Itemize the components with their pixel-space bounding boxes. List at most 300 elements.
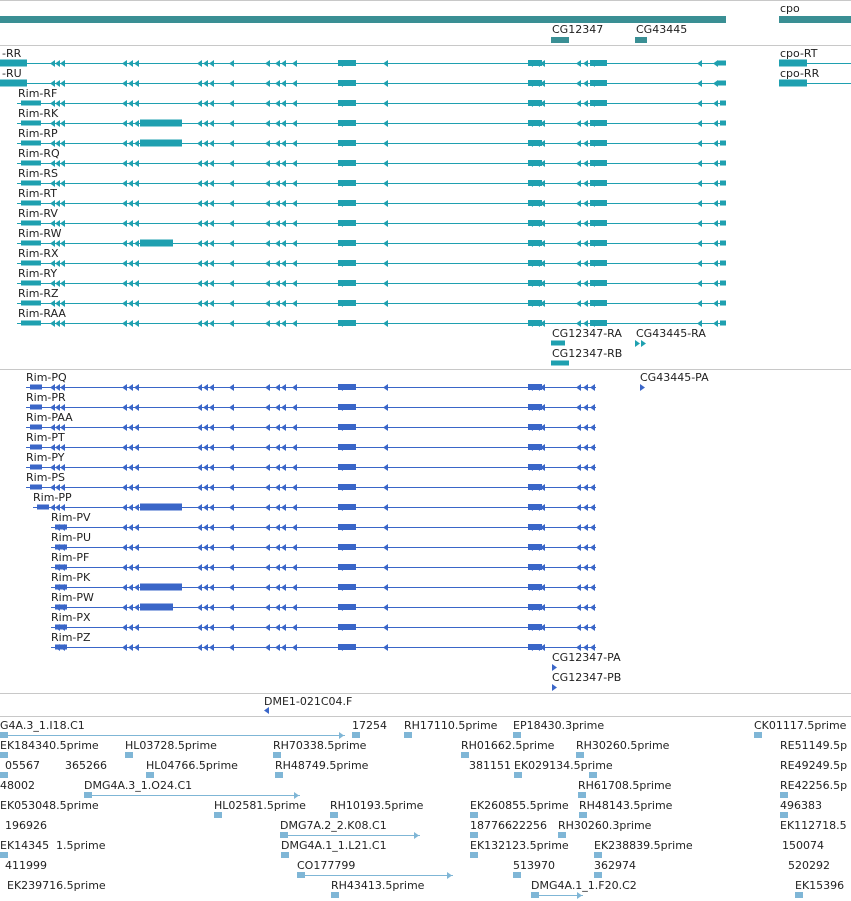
exon-block — [21, 101, 41, 106]
strand-arrow-left — [197, 544, 202, 551]
strand-arrow-left — [134, 504, 139, 511]
est-label[interactable]: 496383 — [780, 799, 822, 812]
strand-arrow-left — [122, 60, 127, 67]
strand-arrow-left — [713, 200, 718, 207]
exon-block — [338, 180, 356, 186]
protein-label-rim[interactable]: Rim-PR — [26, 391, 66, 404]
strand-arrow-left — [281, 584, 286, 591]
transcript-label-rim[interactable]: Rim-RS — [18, 167, 59, 180]
est-label[interactable]: 196926 — [5, 819, 47, 832]
strand-arrow-left — [55, 484, 60, 491]
strand-arrow-left — [55, 320, 60, 327]
exon-block — [528, 584, 542, 590]
strand-arrow-left — [229, 120, 234, 127]
exon-block — [720, 121, 726, 126]
protein-label-rim[interactable]: Rim-PP — [33, 491, 72, 504]
est-block — [579, 812, 587, 818]
strand-arrow-left — [128, 564, 133, 571]
est-block — [594, 852, 602, 858]
strand-arrow-left — [55, 60, 60, 67]
strand-arrow-left — [292, 464, 297, 471]
strand-arrow-left — [203, 260, 208, 267]
strand-arrow-left — [203, 300, 208, 307]
exon-block — [21, 121, 41, 126]
est-label[interactable]: 365266 — [65, 759, 107, 772]
strand-arrow-left — [292, 444, 297, 451]
strand-arrow-left — [122, 280, 127, 287]
transcript-label-ru[interactable]: -RU — [2, 67, 22, 80]
strand-arrow-left — [209, 80, 214, 87]
strand-arrow-left — [281, 644, 286, 651]
strand-arrow-left — [265, 384, 270, 391]
exon-block — [21, 161, 41, 166]
strand-arrow-left — [122, 384, 127, 391]
strand-arrow-left — [203, 60, 208, 67]
strand-arrow-left — [203, 484, 208, 491]
transcript-label-rim[interactable]: Rim-RY — [18, 267, 58, 280]
est-label[interactable]: EK132123.5prime — [470, 839, 569, 852]
strand-arrow-left — [576, 100, 581, 107]
strand-arrow-left — [128, 584, 133, 591]
strand-arrow-left — [281, 424, 286, 431]
strand-arrow-left — [383, 300, 388, 307]
strand-arrow-left — [60, 100, 65, 107]
gene-label-cg43445[interactable]: CG43445 — [636, 23, 688, 36]
est-label[interactable]: HL04766.5prime — [146, 759, 238, 772]
protein-label-rim[interactable]: Rim-PV — [51, 511, 91, 524]
strand-arrow-left — [122, 464, 127, 471]
strand-arrow-left — [128, 624, 133, 631]
exon-block — [338, 220, 356, 226]
strand-arrow-left — [203, 604, 208, 611]
strand-arrow-left — [197, 300, 202, 307]
strand-arrow-left — [122, 120, 127, 127]
strand-arrow-left — [275, 424, 280, 431]
strand-arrow-left — [275, 180, 280, 187]
strand-arrow-left — [209, 300, 214, 307]
strand-arrow-left — [122, 484, 127, 491]
strand-arrow-left — [275, 100, 280, 107]
transcript-label-cg12347-rb[interactable]: CG12347-RB — [552, 347, 623, 360]
est-label[interactable]: G4A.3_1.I18.C1 — [0, 719, 85, 732]
est-block — [84, 792, 92, 798]
protein-label-rim[interactable]: Rim-PZ — [51, 631, 91, 644]
strand-arrow-left — [55, 120, 60, 127]
strand-arrow-left — [55, 424, 60, 431]
strand-arrow-left — [128, 80, 133, 87]
exon-block — [720, 301, 726, 306]
strand-arrow-left — [229, 524, 234, 531]
est-label[interactable]: RH30260.3prime — [558, 819, 652, 832]
est-label[interactable]: RH17110.5prime — [404, 719, 498, 732]
strand-arrow-left — [60, 300, 65, 307]
est-label[interactable]: RH43413.5prime — [331, 879, 425, 892]
strand-arrow-left — [60, 464, 65, 471]
strand-arrow-left — [576, 504, 581, 511]
strand-arrow-left — [265, 240, 270, 247]
strand-arrow-left — [713, 140, 718, 147]
protein-label-rim[interactable]: Rim-PW — [51, 591, 94, 604]
strand-arrow-left — [265, 624, 270, 631]
exon-block — [590, 260, 607, 266]
strand-arrow-left — [590, 464, 595, 471]
exon-block — [21, 201, 41, 206]
strand-arrow-left — [275, 464, 280, 471]
strand-arrow-left — [134, 320, 139, 327]
strand-arrow-left — [50, 160, 55, 167]
strand-arrow-left — [590, 644, 595, 651]
protein-label-rim[interactable]: Rim-PQ — [26, 371, 67, 384]
est-label[interactable]: 411999 — [5, 859, 47, 872]
strand-arrow-left — [264, 707, 269, 714]
strand-arrow-left — [590, 624, 595, 631]
est-label[interactable]: EK239716.5prime — [7, 879, 106, 892]
strand-arrow-left — [292, 200, 297, 207]
est-block — [404, 732, 412, 738]
strand-arrow-left — [209, 140, 214, 147]
transcript-label-rim[interactable]: Rim-RQ — [18, 147, 60, 160]
exon-block — [720, 321, 726, 326]
strand-arrow-left — [128, 200, 133, 207]
est-label[interactable]: CK01117.5prime — [754, 719, 847, 732]
transcript-label-rim[interactable]: Rim-RW — [18, 227, 62, 240]
strand-arrow-left — [134, 444, 139, 451]
exon-block — [338, 120, 356, 126]
transcript-label-rim[interactable]: Rim-RZ — [18, 287, 59, 300]
exon-block — [30, 445, 42, 450]
est-block — [470, 812, 478, 818]
protein-label-rim[interactable]: Rim-PU — [51, 531, 92, 544]
strand-arrow-left — [583, 564, 588, 571]
protein-label-rim[interactable]: Rim-PT — [26, 431, 65, 444]
strand-arrow-left — [229, 484, 234, 491]
exon-block — [528, 564, 542, 570]
exon-block — [338, 384, 356, 390]
strand-arrow-left — [583, 484, 588, 491]
est-label[interactable]: RH10193.5prime — [330, 799, 424, 812]
strand-arrow-left — [583, 100, 588, 107]
strand-arrow-left — [383, 280, 388, 287]
strand-arrow-left — [281, 504, 286, 511]
strand-arrow-left — [197, 240, 202, 247]
strand-arrow-left — [275, 320, 280, 327]
est-label[interactable]: 520292 — [788, 859, 830, 872]
exon-block — [528, 160, 542, 166]
strand-arrow-left — [229, 160, 234, 167]
est-label[interactable]: 48002 — [0, 779, 35, 792]
transcript-label-rim[interactable]: Rim-RX — [18, 247, 59, 260]
strand-arrow-left — [128, 404, 133, 411]
strand-arrow-left — [265, 120, 270, 127]
strand-arrow-left — [122, 624, 127, 631]
est-block — [514, 772, 522, 778]
strand-arrow-left — [265, 260, 270, 267]
exon-block — [528, 404, 542, 410]
est-label[interactable]: DMG4A.1_1.F20.C2 — [531, 879, 637, 892]
strand-arrow-left — [275, 220, 280, 227]
strand-arrow-left — [60, 160, 65, 167]
exon-block — [528, 624, 542, 630]
strand-arrow-left — [292, 564, 297, 571]
exon-block — [21, 221, 41, 226]
exon-block — [338, 320, 356, 326]
exon-block — [338, 80, 356, 86]
strand-arrow-left — [265, 484, 270, 491]
strand-arrow-left — [122, 544, 127, 551]
strand-arrow-left — [281, 300, 286, 307]
strand-arrow-left — [209, 464, 214, 471]
est-block — [281, 852, 289, 858]
strand-arrow-left — [583, 140, 588, 147]
est-label[interactable]: RH01662.5prime — [461, 739, 555, 752]
strand-arrow-left — [229, 260, 234, 267]
strand-arrow-left — [60, 484, 65, 491]
est-label[interactable]: RH48143.5prime — [579, 799, 673, 812]
exon-block — [338, 300, 356, 306]
strand-arrow-left — [128, 300, 133, 307]
strand-arrow-left — [383, 60, 388, 67]
strand-arrow-left — [576, 240, 581, 247]
feature-label[interactable]: DME1-021C04.F — [264, 695, 353, 708]
est-label[interactable]: RE51149.5p — [780, 739, 848, 752]
strand-arrow-left — [128, 444, 133, 451]
exon-block — [338, 260, 356, 266]
strand-arrow-left — [275, 584, 280, 591]
est-label[interactable]: CO177799 — [297, 859, 356, 872]
strand-arrow-left — [265, 140, 270, 147]
strand-arrow-left — [292, 504, 297, 511]
strand-arrow-left — [128, 160, 133, 167]
protein-label-cg12347-pb[interactable]: CG12347-PB — [552, 671, 622, 684]
strand-arrow-left — [50, 80, 55, 87]
strand-arrow-left — [281, 544, 286, 551]
strand-arrow-left — [60, 80, 65, 87]
strand-arrow-left — [576, 404, 581, 411]
strand-arrow-left — [50, 200, 55, 207]
strand-arrow-left — [292, 180, 297, 187]
est-label[interactable]: RH30260.5prime — [576, 739, 670, 752]
strand-arrow-left — [292, 60, 297, 67]
strand-arrow-left — [275, 260, 280, 267]
protein-label-rim[interactable]: Rim-PK — [51, 571, 91, 584]
est-label[interactable]: RH70338.5prime — [273, 739, 367, 752]
exon-block — [528, 424, 542, 430]
est-block — [513, 872, 521, 878]
protein-label-cg12347-pa[interactable]: CG12347-PA — [552, 651, 621, 664]
gene-label-cg12347[interactable]: CG12347 — [552, 23, 604, 36]
strand-arrow-left — [576, 260, 581, 267]
est-label[interactable]: DMG4A.3_1.O24.C1 — [84, 779, 193, 792]
strand-arrow-left — [590, 504, 595, 511]
est-label[interactable]: EK184340.5prime — [0, 739, 99, 752]
strand-arrow-left — [292, 484, 297, 491]
strand-arrow-left — [128, 220, 133, 227]
strand-arrow-left — [229, 644, 234, 651]
est-label[interactable]: RH48749.5prime — [275, 759, 369, 772]
transcript-label-rim[interactable]: Rim-RV — [18, 207, 58, 220]
strand-arrow-left — [209, 484, 214, 491]
est-block — [214, 812, 222, 818]
strand-arrow-left — [697, 100, 702, 107]
exon-block — [590, 80, 607, 86]
strand-arrow-left — [122, 444, 127, 451]
transcript-label-rim[interactable]: Rim-RAA — [18, 307, 66, 320]
protein-label-rim[interactable]: Rim-PX — [51, 611, 91, 624]
est-block — [470, 852, 478, 858]
strand-arrow-left — [60, 384, 65, 391]
strand-arrow-left — [583, 384, 588, 391]
est-label[interactable]: EK029134.5prime — [514, 759, 613, 772]
exon-block — [590, 220, 607, 226]
strand-arrow-left — [197, 424, 202, 431]
exon-block — [338, 100, 356, 106]
exon-block — [338, 644, 356, 650]
est-label[interactable]: EK15396 — [795, 879, 845, 892]
strand-arrow-left — [383, 220, 388, 227]
strand-arrow-left — [281, 604, 286, 611]
strand-arrow-left — [697, 220, 702, 227]
strand-arrow-left — [265, 220, 270, 227]
protein-label-cg43445-pa[interactable]: CG43445-PA — [640, 371, 709, 384]
strand-arrow-left — [197, 464, 202, 471]
transcript-label-rim[interactable]: Rim-RK — [18, 107, 59, 120]
est-block — [146, 772, 154, 778]
est-label[interactable]: RE42256.5p — [780, 779, 848, 792]
strand-arrow-left — [292, 300, 297, 307]
strand-arrow-left — [197, 80, 202, 87]
est-label[interactable]: HL03728.5prime — [125, 739, 217, 752]
strand-arrow-left — [265, 180, 270, 187]
strand-arrow-left — [122, 320, 127, 327]
transcript-label-rim[interactable]: Rim-RT — [18, 187, 57, 200]
exon-block — [528, 300, 542, 306]
strand-arrow-left — [229, 624, 234, 631]
strand-arrow-left — [55, 140, 60, 147]
strand-arrow-left — [265, 300, 270, 307]
strand-arrow-left — [203, 280, 208, 287]
strand-arrow-left — [203, 384, 208, 391]
est-label[interactable]: EK053048.5prime — [0, 799, 99, 812]
est-label[interactable]: 150074 — [782, 839, 824, 852]
strand-arrow-left — [122, 604, 127, 611]
strand-arrow-left — [122, 80, 127, 87]
strand-arrow-left — [275, 80, 280, 87]
strand-arrow-left — [576, 60, 581, 67]
transcript-label-cg43445-ra[interactable]: CG43445-RA — [636, 327, 706, 340]
strand-arrow-right — [414, 832, 419, 839]
strand-arrow-left — [203, 160, 208, 167]
strand-arrow-left — [197, 100, 202, 107]
protein-label-rim[interactable]: Rim-PAA — [26, 411, 73, 424]
est-label[interactable]: RH61708.5prime — [578, 779, 672, 792]
strand-arrow-left — [50, 260, 55, 267]
exon-block — [528, 504, 542, 510]
strand-arrow-left — [576, 300, 581, 307]
est-label[interactable]: EK112718.5 — [780, 819, 847, 832]
strand-arrow-left — [281, 404, 286, 411]
strand-arrow-left — [122, 140, 127, 147]
protein-label-rim[interactable]: Rim-PF — [51, 551, 90, 564]
protein-label-rim[interactable]: Rim-PY — [26, 451, 65, 464]
strand-arrow-left — [197, 524, 202, 531]
est-label[interactable]: 17254 — [352, 719, 387, 732]
est-label[interactable]: EK238839.5prime — [594, 839, 693, 852]
est-label[interactable]: RE49249.5p — [780, 759, 848, 772]
exon-block — [528, 60, 542, 66]
exon-block — [779, 80, 807, 87]
est-label[interactable]: HL02581.5prime — [214, 799, 306, 812]
strand-arrow-left — [229, 140, 234, 147]
strand-arrow-left — [55, 444, 60, 451]
strand-arrow-left — [583, 200, 588, 207]
exon-block — [590, 300, 607, 306]
exon-block — [590, 240, 607, 246]
gene-label-cpo[interactable]: cpo — [780, 2, 800, 15]
strand-arrow-left — [275, 240, 280, 247]
strand-arrow-left — [134, 464, 139, 471]
strand-arrow-left — [583, 424, 588, 431]
strand-arrow-left — [60, 280, 65, 287]
transcript-label-cpo-rt[interactable]: cpo-RT — [780, 47, 818, 60]
exon-block — [338, 584, 356, 590]
transcript-label-rr[interactable]: -RR — [2, 47, 22, 60]
est-label[interactable]: EK14345 — [0, 839, 50, 852]
strand-arrow-left — [197, 200, 202, 207]
strand-arrow-left — [583, 220, 588, 227]
exon-block — [590, 140, 607, 146]
strand-arrow-left — [134, 80, 139, 87]
strand-arrow-left — [583, 604, 588, 611]
transcript-label-rim[interactable]: Rim-RP — [18, 127, 58, 140]
est-label[interactable]: 362974 — [594, 859, 636, 872]
protein-label-rim[interactable]: Rim-PS — [26, 471, 65, 484]
transcript-label-cg12347-ra[interactable]: CG12347-RA — [552, 327, 622, 340]
est-label[interactable]: EK260855.5prime — [470, 799, 569, 812]
strand-arrow-left — [590, 384, 595, 391]
strand-arrow-left — [713, 80, 718, 87]
strand-arrow-left — [209, 120, 214, 127]
strand-arrow-left — [209, 444, 214, 451]
exon-block — [338, 160, 356, 166]
strand-arrow-left — [292, 544, 297, 551]
exon-block — [528, 484, 542, 490]
est-label[interactable]: DMG4A.1_1.L21.C1 — [281, 839, 387, 852]
est-label[interactable]: 513970 — [513, 859, 555, 872]
est-block — [461, 752, 469, 758]
exon-block — [718, 61, 726, 66]
strand-arrow-left — [275, 60, 280, 67]
est-label[interactable]: 381151 — [469, 759, 511, 772]
strand-arrow-left — [281, 60, 286, 67]
est-label[interactable]: 1.5prime — [56, 839, 106, 852]
strand-arrow-left — [275, 280, 280, 287]
strand-arrow-left — [50, 404, 55, 411]
strand-arrow-left — [697, 180, 702, 187]
strand-arrow-left — [122, 564, 127, 571]
transcript-label-rim[interactable]: Rim-RF — [18, 87, 58, 100]
transcript-label-cpo-rr[interactable]: cpo-RR — [780, 67, 820, 80]
strand-arrow-left — [60, 60, 65, 67]
exon-block — [338, 484, 356, 490]
exon-block — [528, 604, 542, 610]
est-label[interactable]: 18776622256 — [470, 819, 547, 832]
est-label[interactable]: DMG7A.2_2.K08.C1 — [280, 819, 387, 832]
strand-arrow-left — [265, 644, 270, 651]
est-label[interactable]: EP18430.3prime — [513, 719, 605, 732]
strand-arrow-left — [209, 604, 214, 611]
strand-arrow-left — [265, 424, 270, 431]
est-label[interactable]: 05567 — [5, 759, 40, 772]
